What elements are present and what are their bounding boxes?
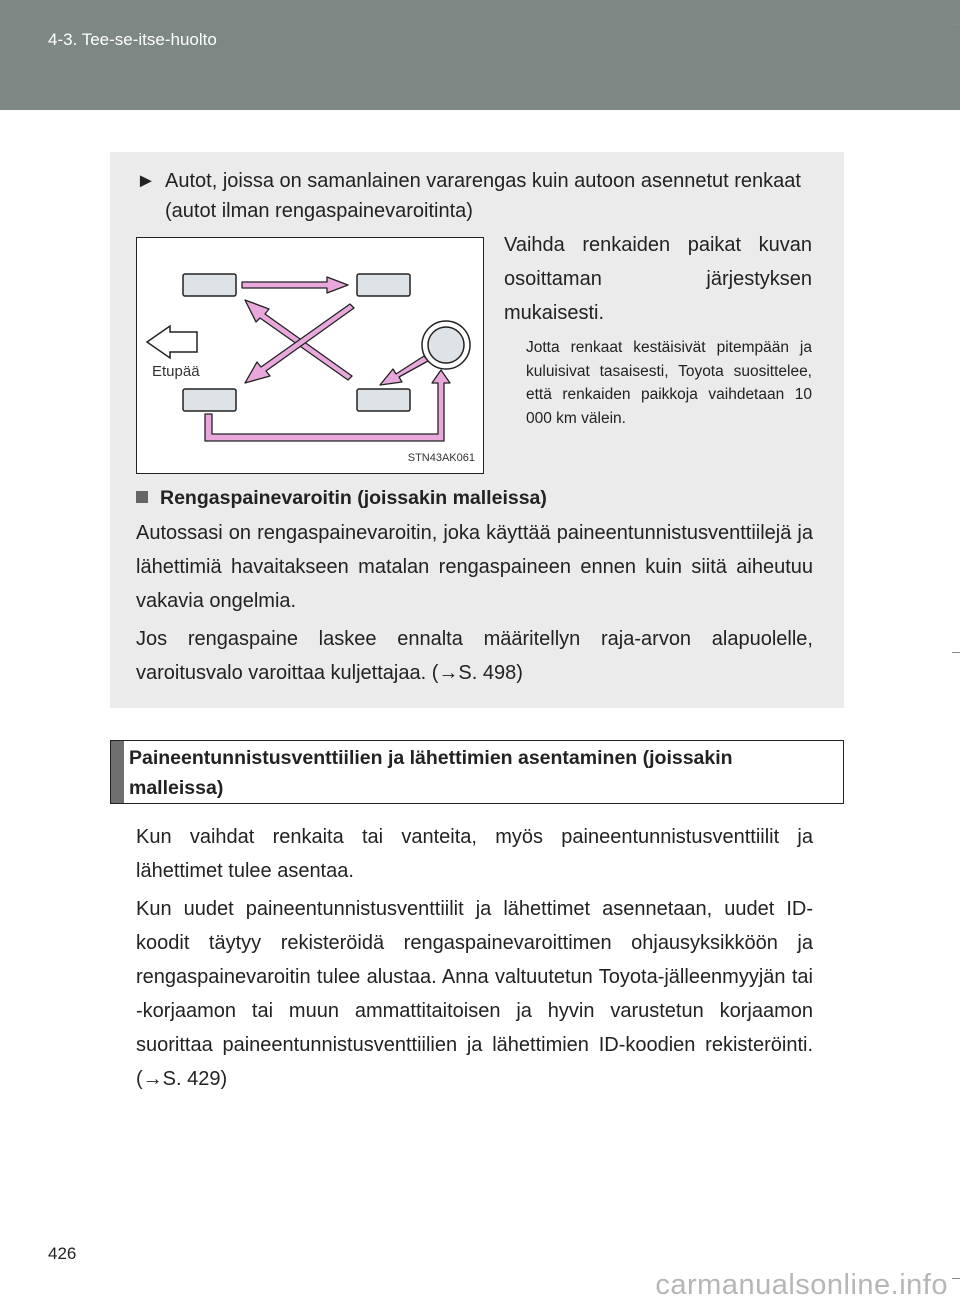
rear-left-tire-icon <box>183 389 236 411</box>
rotation-instruction: Vaihda renkaiden paikat kuvan osoittaman järjestyksen mukaisesti. <box>504 234 812 324</box>
section-title: 4-3. Tee-se-itse-huolto <box>48 30 217 49</box>
section-heading <box>110 740 844 804</box>
subheading <box>136 484 816 512</box>
section-paragraph-2: Kun uudet paineentunnistusventtiilit ja lähettimet asennetaan, uudet ID-koodit täytyy rekisteröidä rengaspainevaroittimen ohjausyksikköön ja rengaspainevaroitin tulee alustaa. Anna valtuutetun Toyota-jälleenmyyjän tai -korjaamon tai muun ammattitaitoisen ja hyvin varustetun korjaamon suorittaa paineentunnistusventtiilien ja lähettimien ID-koodien rekisteröinti. (→S. 429) <box>136 898 813 1090</box>
page-number: 426 <box>48 1244 77 1263</box>
crop-mark <box>952 652 960 653</box>
crop-mark <box>952 24 960 25</box>
figure-code: STN43AK061 <box>407 452 475 464</box>
front-label: Etupää <box>152 363 200 380</box>
rotation-arrow-fl-to-fr <box>242 277 348 293</box>
square-bullet-icon <box>136 491 148 503</box>
front-left-tire-icon <box>183 274 236 296</box>
bullet-text: Autot, joissa on samanlainen vararengas kuin autoon asennetut renkaat (autot ilman rengaspainevaroitinta) <box>165 170 801 222</box>
tire-rotation-diagram <box>137 238 483 473</box>
bullet-triangle-icon: ► <box>136 170 156 192</box>
rotation-note: Jotta renkaat kestäisivät pitempään ja kuluisivat tasaisesti, Toyota suosittelee, että renkaiden paikkoja vaihdetaan 10 000 km välein. <box>526 339 812 427</box>
subheading-text: Rengaspainevaroitin (joissakin malleissa) <box>160 487 547 509</box>
rotation-arrow-rl-to-spare <box>205 370 450 441</box>
front-direction-arrow-icon <box>147 326 197 358</box>
section-heading-text: Paineentunnistusventtiilien ja lähettimien asentaminen (joissakin malleissa) <box>129 747 733 799</box>
tire-rotation-figure <box>136 237 484 474</box>
crop-mark <box>952 1278 960 1279</box>
bullet-item <box>136 166 816 226</box>
box-paragraph-2: Jos rengaspaine laskee ennalta määritellyn raja-arvon alapuolelle, varoitusvalo varoittaa kuljettajaa. (→S. 498) <box>136 628 813 684</box>
rotation-arrow-spare-to-rr <box>380 356 428 385</box>
box-paragraph-1: Autossasi on rengaspainevaroitin, joka käyttää paineentunnistusventtiilejä ja lähettimiä havaitakseen matalan rengaspaineen ennen kuin siitä aiheutuu vakavia ongelmia. <box>136 522 813 612</box>
rear-right-tire-icon <box>357 389 410 411</box>
front-right-tire-icon <box>357 274 410 296</box>
section-paragraph-1: Kun vaihdat renkaita tai vanteita, myös paineentunnistusventtiilit ja lähettimet tulee asentaa. <box>136 826 813 882</box>
watermark: carmanualsonline.info <box>655 1269 948 1301</box>
heading-bar <box>111 741 124 803</box>
page-header <box>0 0 960 110</box>
